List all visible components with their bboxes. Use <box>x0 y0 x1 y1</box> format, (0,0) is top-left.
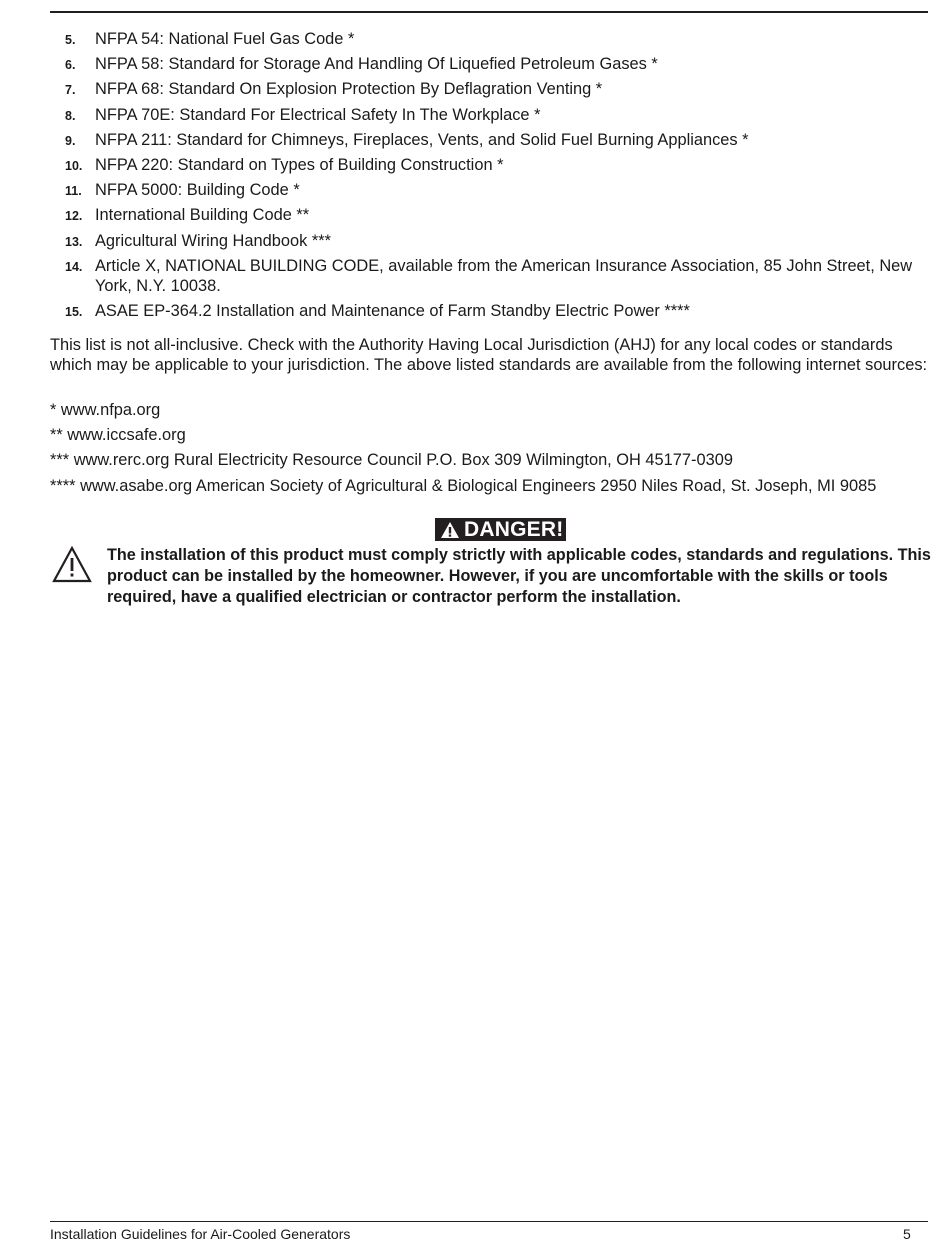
list-item-text: NFPA 58: Standard for Storage And Handling Of Liquefied Petroleum Gases * <box>95 55 658 74</box>
list-item-number: 13. <box>65 234 83 249</box>
page-number: 5 <box>903 1226 911 1242</box>
list-item-number: 12. <box>65 209 83 224</box>
list-item-number: 11. <box>65 184 82 199</box>
list-item-number: 5. <box>65 33 76 47</box>
list-item-text: NFPA 54: National Fuel Gas Code * <box>95 30 355 48</box>
list-item-number: 15. <box>65 304 83 319</box>
list-item-text: NFPA 5000: Building Code * <box>95 181 300 200</box>
source-item: **** www.asabe.org American Society of Agricultural & Biological Engineers 2950 Niles Road, St. Joseph, MI 9085 <box>50 476 877 495</box>
danger-message: The installation of this product must comply strictly with applicable codes, standards and regulations. This product can be installed by the homeowner. However, if you are uncomfortable with the skills or tools required, have a qualified electrician or contractor perform the installation. <box>107 546 931 606</box>
list-item-number: 7. <box>65 83 76 98</box>
list-item-text: Agricultural Wiring Handbook *** <box>95 231 331 250</box>
danger-triangle-icon <box>440 521 460 539</box>
top-rule <box>50 11 928 13</box>
list-item <box>50 205 920 225</box>
list-item-number: 14. <box>65 259 83 274</box>
list-item <box>50 105 920 125</box>
list-item-number: 9. <box>65 133 76 148</box>
list-item-number: 6. <box>65 58 76 73</box>
list-item <box>50 301 920 321</box>
list-item <box>50 79 920 99</box>
list-item-number: 10. <box>65 158 83 173</box>
list-item-text: NFPA 70E: Standard For Electrical Safety In The Workplace * <box>95 105 541 124</box>
list-item-text: NFPA 220: Standard on Types of Building Construction * <box>95 155 504 174</box>
list-item <box>50 29 920 49</box>
standards-list <box>50 29 920 326</box>
list-item <box>50 256 920 296</box>
list-item <box>50 231 920 251</box>
list-item-text: ASAE EP-364.2 Installation and Maintenance of Farm Standby Electric Power **** <box>95 301 690 320</box>
list-item-text: International Building Code ** <box>95 206 310 225</box>
intro-paragraph: This list is not all-inclusive. Check with the Authority Having Local Jurisdiction (AHJ) for any local codes or standards which may be applicable to your jurisdiction. The above listed standards are available from the following internet sources: <box>50 336 928 374</box>
list-item-text: NFPA 68: Standard On Explosion Protection By Deflagration Venting * <box>95 80 603 99</box>
list-item <box>50 54 920 74</box>
footer-title: Installation Guidelines for Air-Cooled Generators <box>50 1226 351 1242</box>
source-item: * www.nfpa.org <box>50 401 161 419</box>
danger-badge <box>435 518 566 541</box>
source-item: ** www.iccsafe.org <box>50 426 186 445</box>
footer-rule <box>50 1221 928 1222</box>
warning-triangle-icon <box>52 546 92 584</box>
list-item <box>50 155 920 175</box>
sources-list <box>50 400 930 501</box>
list-item-text: NFPA 211: Standard for Chimneys, Fireplaces, Vents, and Solid Fuel Burning Appliances * <box>95 130 749 149</box>
source-item: *** www.rerc.org Rural Electricity Resource Council P.O. Box 309 Wilmington, OH 45177-0309 <box>50 451 733 470</box>
list-item-number: 8. <box>65 108 76 123</box>
list-item-text: Article X, NATIONAL BUILDING CODE, available from the American Insurance Association, 85 John Street, New York, N.Y. 10038. <box>95 256 913 295</box>
list-item <box>50 130 920 150</box>
list-item <box>50 180 920 200</box>
danger-label: DANGER! <box>464 518 564 541</box>
